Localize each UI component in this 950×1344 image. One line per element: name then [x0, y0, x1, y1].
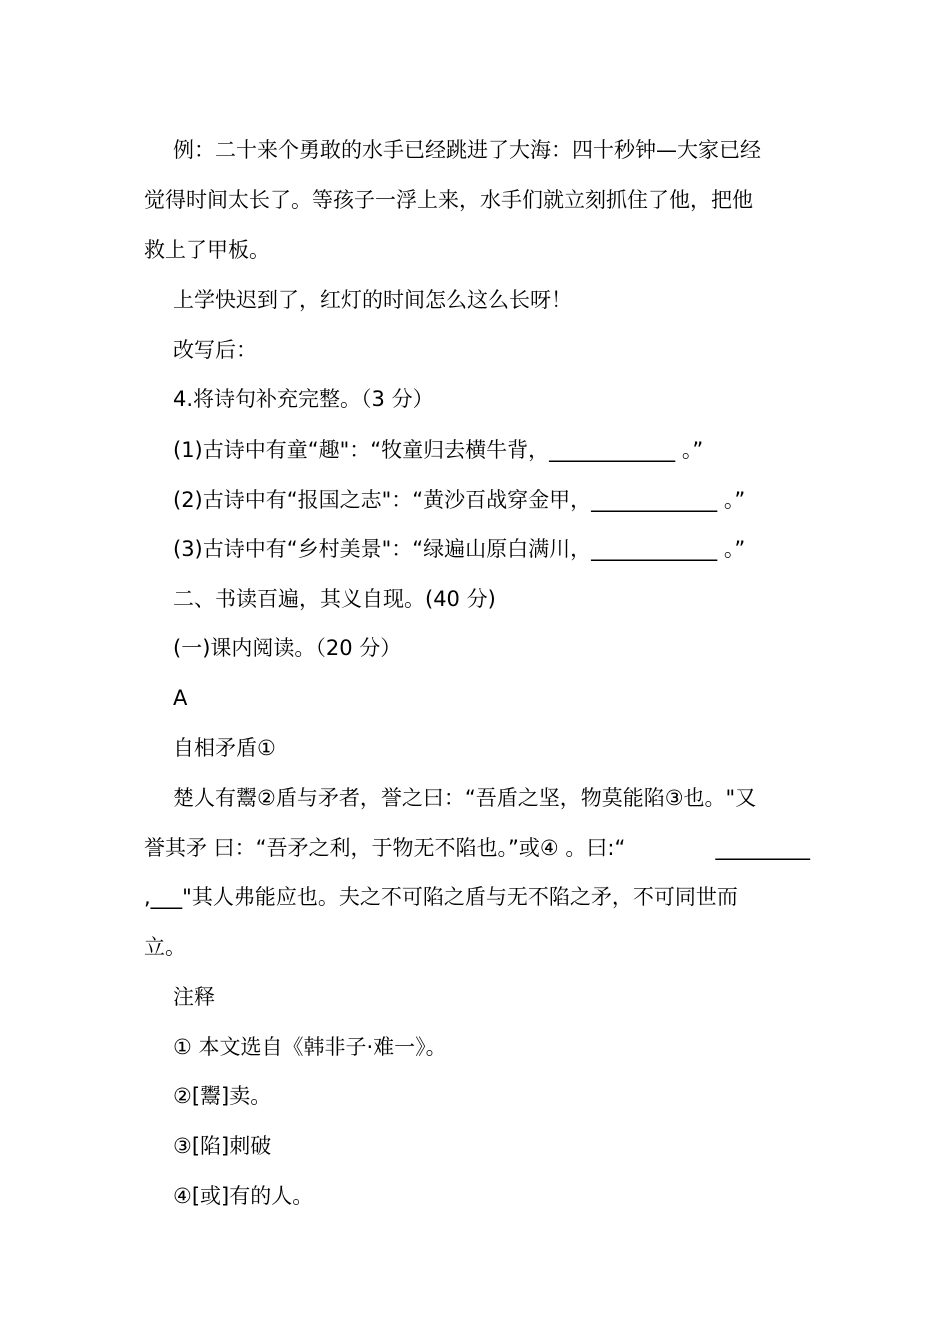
example-line-2: 觉得时间太长了。等孩子一浮上来，水手们就立刻抓住了他，把他 — [144, 188, 753, 212]
question-4-item-1: (1)古诗中有童“趣"：“牧童归去横牛背，____________ 。” — [173, 438, 704, 462]
question-4-title: 4.将诗句补充完整。（3 分） — [173, 387, 434, 411]
part-a-label: A — [173, 686, 188, 710]
note-1: ① 本文选自《韩非子·难一》。 — [173, 1035, 447, 1059]
passage-title: 自相矛盾① — [173, 736, 276, 760]
rewrite-label: 改写后： — [173, 338, 257, 362]
question-4-item-3: (3)古诗中有“乡村美景"：“绿遍山原白满川，____________ 。” — [173, 537, 746, 561]
section-2-sub-1: (一)课内阅读。（20 分） — [173, 636, 402, 660]
passage-line-1: 楚人有鬻②盾与矛者，誉之曰：“吾盾之坚，物莫能陷③也。"又 — [173, 786, 757, 810]
note-3: ③[陷]刺破 — [173, 1134, 272, 1158]
example-line-3: 救上了甲板。 — [144, 238, 270, 262]
passage-line-4: 立。 — [144, 935, 186, 959]
example-line-1: 例：二十来个勇敢的水手已经跳进了大海：四十秒钟—大家已经 — [173, 138, 761, 162]
section-2-title: 二、书读百遍，其义自现。(40 分) — [173, 587, 496, 611]
passage-line-2-blank: _________ — [715, 836, 810, 860]
passage-line-3: ,___"其人弗能应也。夫之不可陷之盾与无不陷之矛，不可同世而 — [144, 885, 738, 909]
question-4-item-2: (2)古诗中有“报国之志"：“黄沙百战穿金甲，____________ 。” — [173, 488, 746, 512]
rewrite-sentence: 上学快迟到了，红灯的时间怎么这么长呀！ — [173, 288, 572, 312]
passage-line-2 — [144, 834, 810, 862]
notes-title: 注释 — [173, 985, 215, 1009]
note-4: ④[或]有的人。 — [173, 1184, 314, 1208]
passage-line-2-text: 誉其矛 曰：“吾矛之利，于物无不陷也。”或④ 。曰:“ — [144, 836, 626, 860]
note-2: ②[鬻]卖。 — [173, 1084, 272, 1108]
